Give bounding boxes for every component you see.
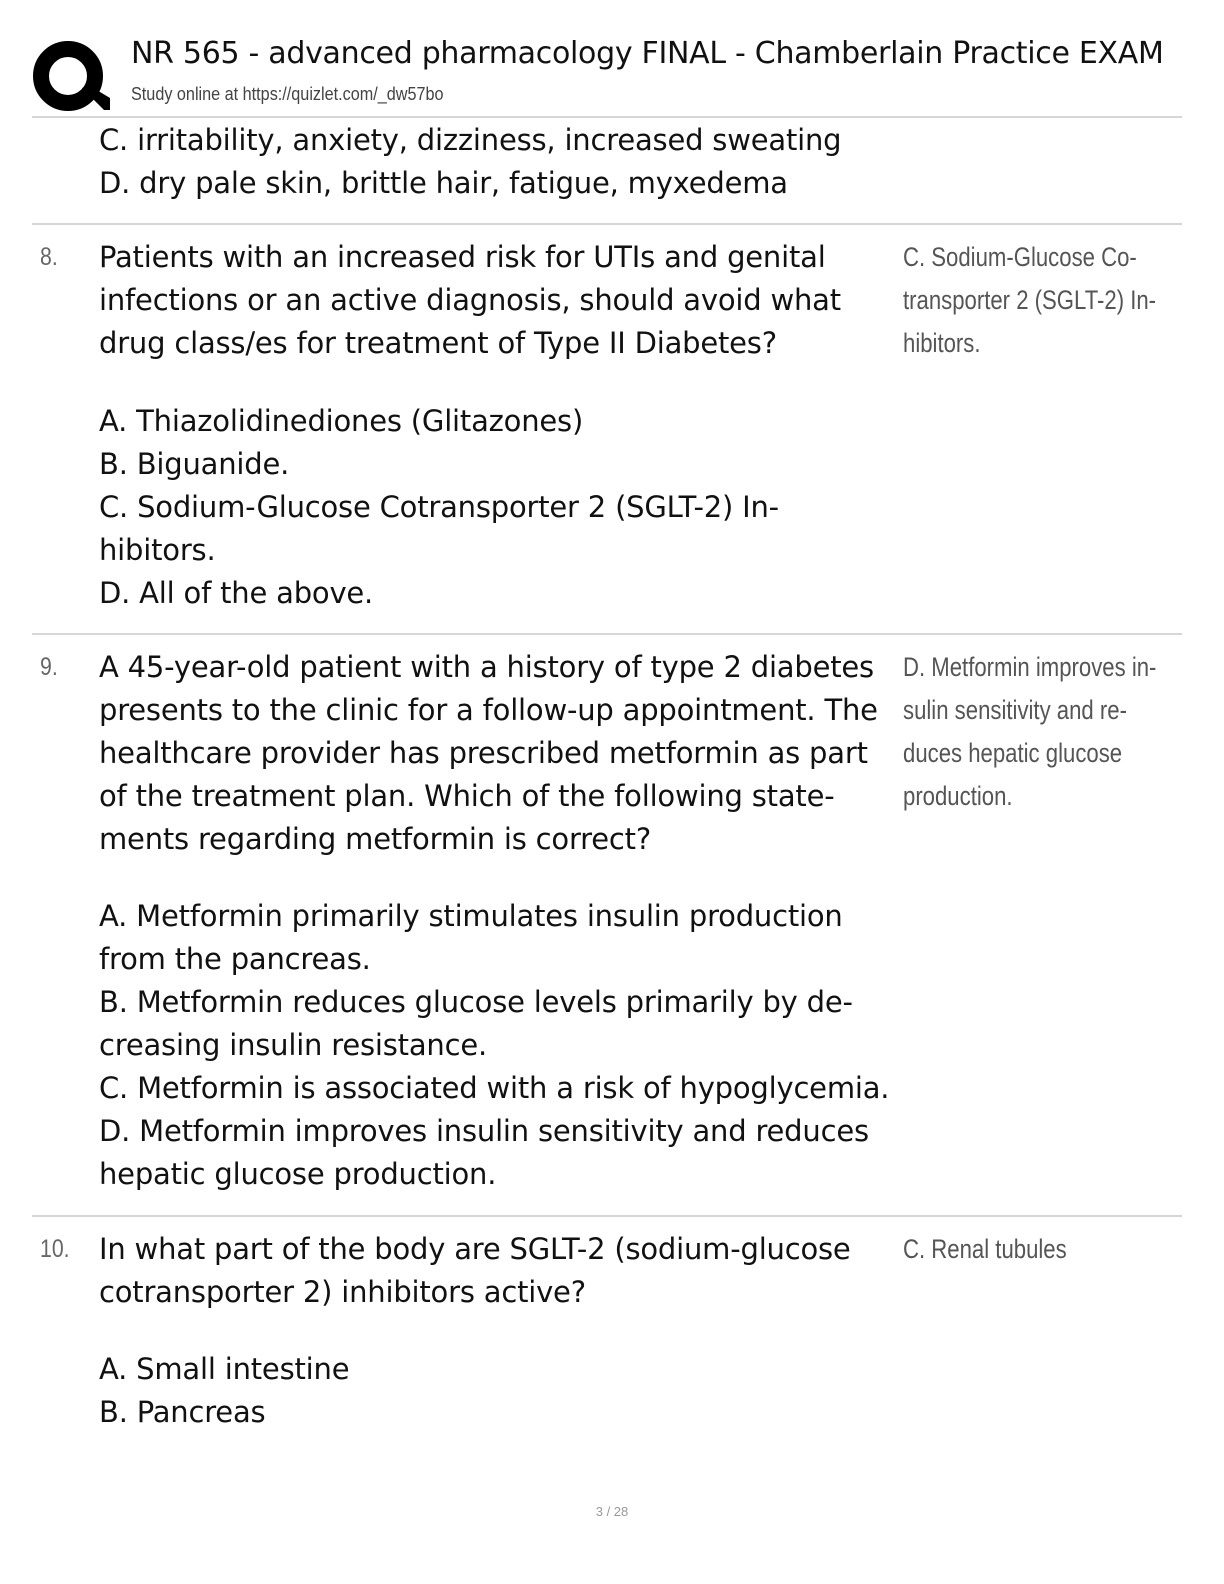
- quizlet-logo: [30, 36, 110, 116]
- question-text: In what part of the body are SGLT-2 (sodium-glucose: [99, 1232, 851, 1266]
- option-text: B. Pancreas: [99, 1395, 266, 1429]
- document-title: NR 565 - advanced pharmacology FINAL - Chamberlain Practice EXAM: [131, 36, 1164, 71]
- answer-text: C. Sodium-Glucose Co-: [903, 242, 1137, 272]
- question-text: cotransporter 2) inhibitors active?: [99, 1275, 586, 1309]
- page-number: 3 / 28: [595, 1504, 629, 1519]
- question-text: infections or an active diagnosis, should avoid what: [99, 283, 841, 317]
- study-online-link[interactable]: Study online at https://quizlet.com/_dw57bo: [131, 84, 444, 104]
- answer-text: C. Renal tubules: [903, 1234, 1067, 1264]
- option-text: D. Metformin improves insulin sensitivity and reduces: [99, 1114, 869, 1148]
- question-text: of the treatment plan. Which of the following state-: [99, 779, 835, 813]
- option-text: D. All of the above.: [99, 576, 374, 610]
- question-number: 8.: [40, 243, 58, 271]
- option-text: A. Thiazolidinediones (Glitazones): [99, 404, 584, 438]
- question-text: A 45-year-old patient with a history of type 2 diabetes: [99, 650, 874, 684]
- question-divider: [32, 223, 1182, 225]
- answer-text: hibitors.: [903, 328, 981, 358]
- option-text: C. Metformin is associated with a risk of hypoglycemia.: [99, 1071, 890, 1105]
- continued-option: D. dry pale skin, brittle hair, fatigue, myxedema: [99, 166, 788, 200]
- question-text: ments regarding metformin is correct?: [99, 822, 652, 856]
- question-text: drug class/es for treatment of Type II Diabetes?: [99, 326, 777, 360]
- option-text: hepatic glucose production.: [99, 1157, 497, 1191]
- option-text: A. Small intestine: [99, 1352, 350, 1386]
- question-number: 10.: [40, 1235, 70, 1263]
- answer-text: duces hepatic glucose: [903, 738, 1123, 768]
- header-divider: [32, 116, 1182, 118]
- question-text: healthcare provider has prescribed metformin as part: [99, 736, 868, 770]
- option-text: A. Metformin primarily stimulates insulin production: [99, 899, 843, 933]
- continued-option: C. irritability, anxiety, dizziness, increased sweating: [99, 123, 842, 157]
- answer-text: D. Metformin improves in-: [903, 652, 1157, 682]
- question-text: presents to the clinic for a follow-up appointment. The: [99, 693, 878, 727]
- option-text: hibitors.: [99, 533, 216, 567]
- answer-text: transporter 2 (SGLT-2) In-: [903, 285, 1157, 315]
- option-text: from the pancreas.: [99, 942, 371, 976]
- option-text: B. Metformin reduces glucose levels primarily by de-: [99, 985, 853, 1019]
- question-number: 9.: [40, 653, 58, 681]
- answer-text: sulin sensitivity and re-: [903, 695, 1127, 725]
- question-divider: [32, 1215, 1182, 1217]
- answer-text: production.: [903, 781, 1013, 811]
- option-text: C. Sodium-Glucose Cotransporter 2 (SGLT-2) In-: [99, 490, 779, 524]
- question-text: Patients with an increased risk for UTIs and genital: [99, 240, 826, 274]
- question-divider: [32, 633, 1182, 635]
- option-text: creasing insulin resistance.: [99, 1028, 487, 1062]
- page-header: [30, 30, 1182, 116]
- option-text: B. Biguanide.: [99, 447, 290, 481]
